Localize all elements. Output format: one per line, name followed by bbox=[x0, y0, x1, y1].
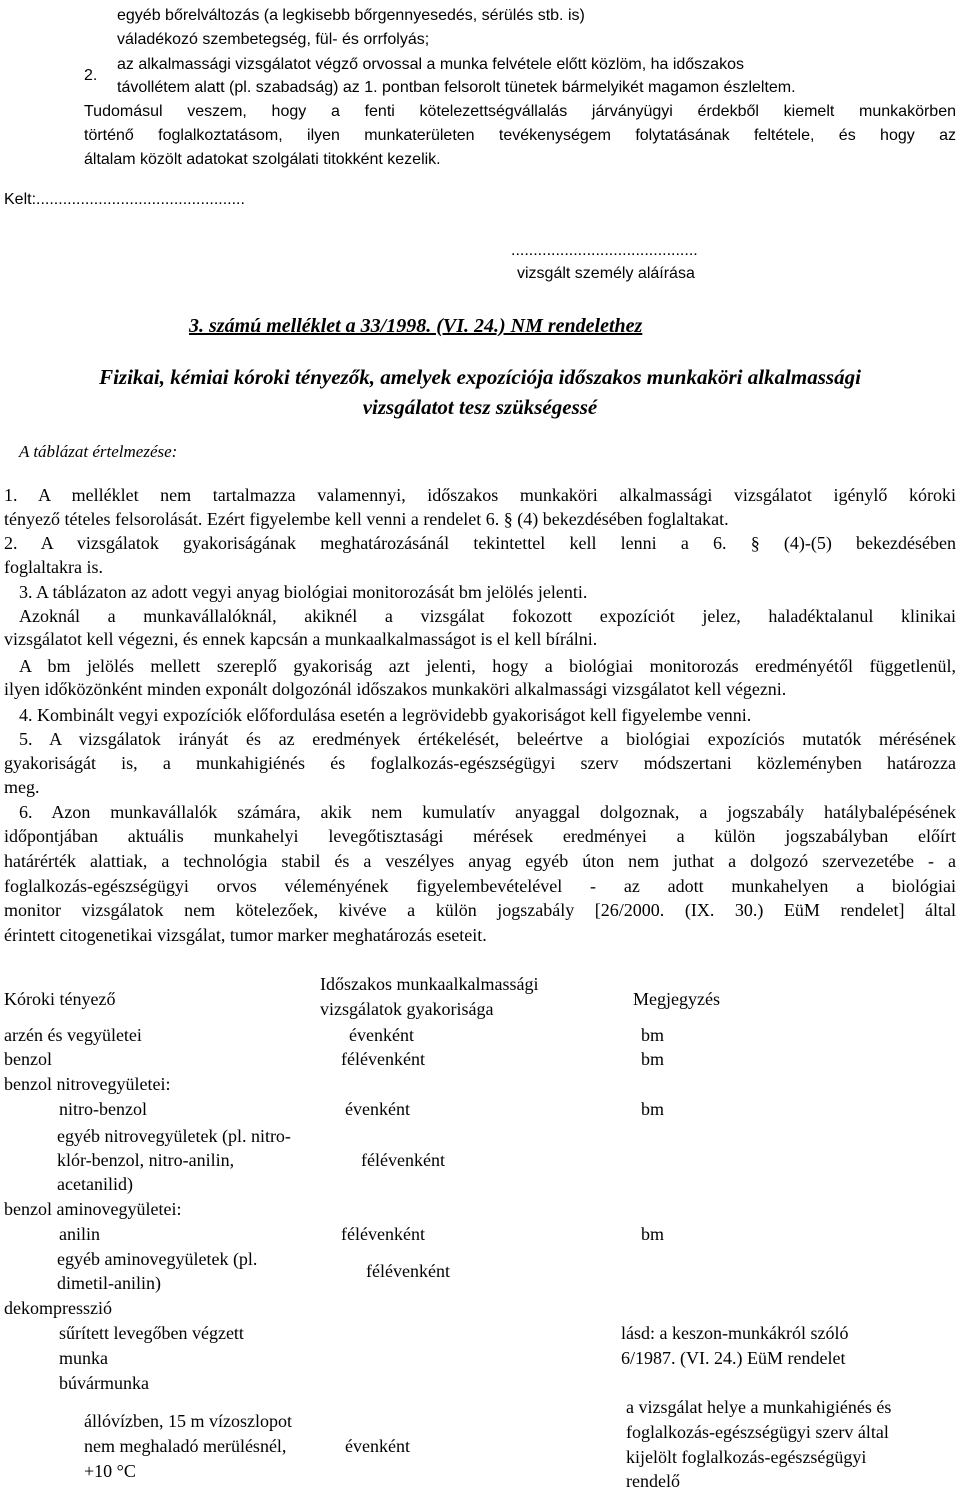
body-line-16: határérték alattiak, a technológia stabil és a veszélyes anyag egyéb úton nem juthat a dolgozó szervezetébe - a bbox=[4, 851, 956, 871]
table-group-nitro: benzol nitrovegyületei: bbox=[4, 1074, 171, 1094]
table-row-nitrobenzol-frequency: évenként bbox=[345, 1099, 410, 1119]
table-header-factor: Kóroki tényező bbox=[4, 989, 116, 1009]
table-row-compressed-air-note-line1: lásd: a keszon-munkákról szóló bbox=[621, 1323, 849, 1343]
list-item-eye-ear: váladékozó szembetegség, fül- és orrfolyás; bbox=[117, 31, 430, 48]
table-row-other-nitro-factor-line2: klór-benzol, nitro-anilin, bbox=[57, 1150, 235, 1170]
list-item-skin: egyéb bőrelváltozás (a legkisebb bőrgennyesedés, sérülés stb. is) bbox=[117, 7, 585, 24]
table-row-still-water-note-line4: rendelő bbox=[626, 1471, 680, 1491]
table-row-still-water-frequency: évenként bbox=[345, 1436, 410, 1456]
table-row-anilin-frequency: félévenként bbox=[341, 1224, 425, 1244]
table-row-benzol-frequency: félévenként bbox=[341, 1049, 425, 1069]
body-line-7: vizsgálatot kell végezni, és ennek kapcsán a munkaalkalmasságot is el kell bírálni. bbox=[4, 629, 598, 649]
table-row-still-water-note-line2: foglalkozás-egészségügyi szerv által bbox=[626, 1422, 889, 1442]
list-number-2: 2. bbox=[84, 67, 98, 84]
table-row-other-amino-factor-line2: dimetil-anilin) bbox=[57, 1273, 161, 1293]
table-row-arzen-factor: arzén és vegyületei bbox=[4, 1025, 142, 1045]
table-row-still-water-line3: +10 °C bbox=[84, 1461, 136, 1481]
body-line-13: meg. bbox=[4, 777, 40, 797]
table-header-frequency-line1: Időszakos munkaalkalmassági bbox=[320, 974, 539, 994]
table-row-other-nitro-frequency: félévenként bbox=[361, 1150, 445, 1170]
table-header-note: Megjegyzés bbox=[633, 989, 720, 1009]
body-line-15: időpontjában aktuális munkahelyi levegőtisztasági mérések eredményei a külön jogszabályban előírt bbox=[4, 826, 956, 846]
body-line-11: 5. A vizsgálatok irányát és az eredmények értékelését, beleértve a biológiai expozíciós mutatók mérésének bbox=[19, 729, 956, 749]
body-line-18: monitor vizsgálatok nem kötelezőek, kivéve a külön jogszabály [26/2000. (IX. 30.) EüM rendelet] által bbox=[4, 900, 956, 920]
table-row-other-amino-factor-line1: egyéb aminovegyületek (pl. bbox=[57, 1249, 258, 1269]
annex-heading-line2: vizsgálatot tesz szükségessé bbox=[362, 395, 598, 419]
body-line-17: foglalkozás-egészségügyi orvos véleményének figyelembevételével - az adott munkahelyen a biológiai bbox=[4, 876, 956, 896]
table-row-still-water-line1: állóvízben, 15 m vízoszlopot bbox=[84, 1411, 292, 1431]
body-line-14: 6. Azon munkavállalók számára, akik nem kumulatív anyaggal dolgoznak, a jogszabály hatálybalépésének bbox=[19, 802, 956, 822]
acknowledge-line3: általam közölt adatokat szolgálati titokként kezelik. bbox=[84, 151, 441, 168]
body-line-10: 4. Kombinált vegyi expozíciók előfordulása esetén a legrövidebb gyakoriságot kell figyelembe venni. bbox=[19, 705, 752, 725]
list-item-notify-line2: távollétem alatt (pl. szabadság) az 1. pontban felsorolt tünetek bármelyikét magamon észleltem. bbox=[117, 79, 796, 96]
table-row-arzen-note: bm bbox=[641, 1025, 665, 1045]
table-row-compressed-air-line2: munka bbox=[59, 1348, 108, 1368]
body-line-12: gyakoriságát is, a munkahigiénés és foglalkozás-egészségügyi szerv módszertani közleményben határozza bbox=[4, 753, 956, 773]
annex-title: 3. számú melléklet a 33/1998. (VI. 24.) NM rendelethez bbox=[189, 315, 643, 337]
body-line-6: Azoknál a munkavállalóknál, akiknél a vizsgálat fokozott expozíciót jelez, haladéktalanul klinikai bbox=[19, 606, 956, 626]
body-line-9: ilyen időközönként minden exponált dolgozónál időszakos munkaköri alkalmassági vizsgálatot kell végezni. bbox=[4, 679, 787, 699]
table-row-arzen-frequency: évenként bbox=[349, 1025, 414, 1045]
table-group-decompression: dekompresszió bbox=[4, 1298, 112, 1318]
table-row-benzol-note: bm bbox=[641, 1049, 665, 1069]
annex-heading-line1: Fizikai, kémiai kóroki tényezők, amelyek expozíciója időszakos munkaköri alkalmassági bbox=[99, 365, 861, 389]
body-line-1: 1. A melléklet nem tartalmazza valamennyi, időszakos munkaköri alkalmassági vizsgálatot igénylő kóroki bbox=[4, 485, 956, 505]
table-row-still-water-note-line3: kijelölt foglalkozás-egészségügyi bbox=[626, 1447, 867, 1467]
list-item-notify-line1: az alkalmassági vizsgálatot végző orvossal a munka felvétele előtt közlöm, ha időszakos bbox=[117, 56, 744, 73]
interpretation-label: A táblázat értelmezése: bbox=[19, 442, 178, 461]
acknowledge-line2: történő foglalkoztatásom, ilyen munkaterületen tevékenységem folytatásának feltétele, és hogy az bbox=[84, 127, 956, 144]
signature-label: vizsgált személy aláírása bbox=[517, 265, 695, 282]
signature-line: .......................................... bbox=[511, 242, 698, 259]
acknowledge-line1: Tudomásul veszem, hogy a fenti kötelezettségvállalás járványügyi érdekből kiemelt munkakörben bbox=[84, 103, 956, 120]
table-row-diving: búvármunka bbox=[59, 1373, 149, 1393]
table-header-frequency-line2: vizsgálatok gyakorisága bbox=[320, 999, 494, 1019]
body-line-8: A bm jelölés mellett szereplő gyakoriság azt jelenti, hogy a biológiai monitorozás eredményétől függetlenül, bbox=[19, 656, 956, 676]
table-row-benzol-factor: benzol bbox=[4, 1049, 52, 1069]
table-group-amino: benzol aminovegyületei: bbox=[4, 1199, 182, 1219]
table-row-other-nitro-factor-line1: egyéb nitrovegyületek (pl. nitro- bbox=[57, 1126, 291, 1146]
body-line-2: tényező tételes felsorolását. Ezért figyelembe kell venni a rendelet 6. § (4) bekezdésében foglaltakat. bbox=[4, 509, 729, 529]
body-line-3: 2. A vizsgálatok gyakoriságának meghatározásánál tekintettel kell lenni a 6. § (4)-(5) bekezdésében bbox=[4, 533, 956, 553]
table-row-nitrobenzol-note: bm bbox=[641, 1099, 665, 1119]
table-row-still-water-note-line1: a vizsgálat helye a munkahigiénés és bbox=[626, 1397, 892, 1417]
table-row-compressed-air-note-line2: 6/1987. (VI. 24.) EüM rendelet bbox=[621, 1348, 846, 1368]
table-row-anilin-factor: anilin bbox=[59, 1224, 100, 1244]
body-line-4: foglaltakra is. bbox=[4, 557, 103, 577]
table-row-still-water-line2: nem meghaladó merülésnél, bbox=[84, 1436, 287, 1456]
table-row-other-amino-frequency: félévenként bbox=[366, 1261, 450, 1281]
body-line-19: érintett citogenetikai vizsgálat, tumor marker meghatározás eseteit. bbox=[4, 925, 487, 945]
kelt-date-field: Kelt:............................................... bbox=[4, 191, 245, 208]
table-row-nitrobenzol-factor: nitro-benzol bbox=[59, 1099, 147, 1119]
table-row-compressed-air-line1: sűrített levegőben végzett bbox=[59, 1323, 244, 1343]
body-line-5: 3. A táblázaton az adott vegyi anyag biológiai monitorozását bm jelölés jelenti. bbox=[19, 582, 588, 602]
table-row-other-nitro-factor-line3: acetanilid) bbox=[57, 1174, 133, 1194]
table-row-anilin-note: bm bbox=[641, 1224, 665, 1244]
